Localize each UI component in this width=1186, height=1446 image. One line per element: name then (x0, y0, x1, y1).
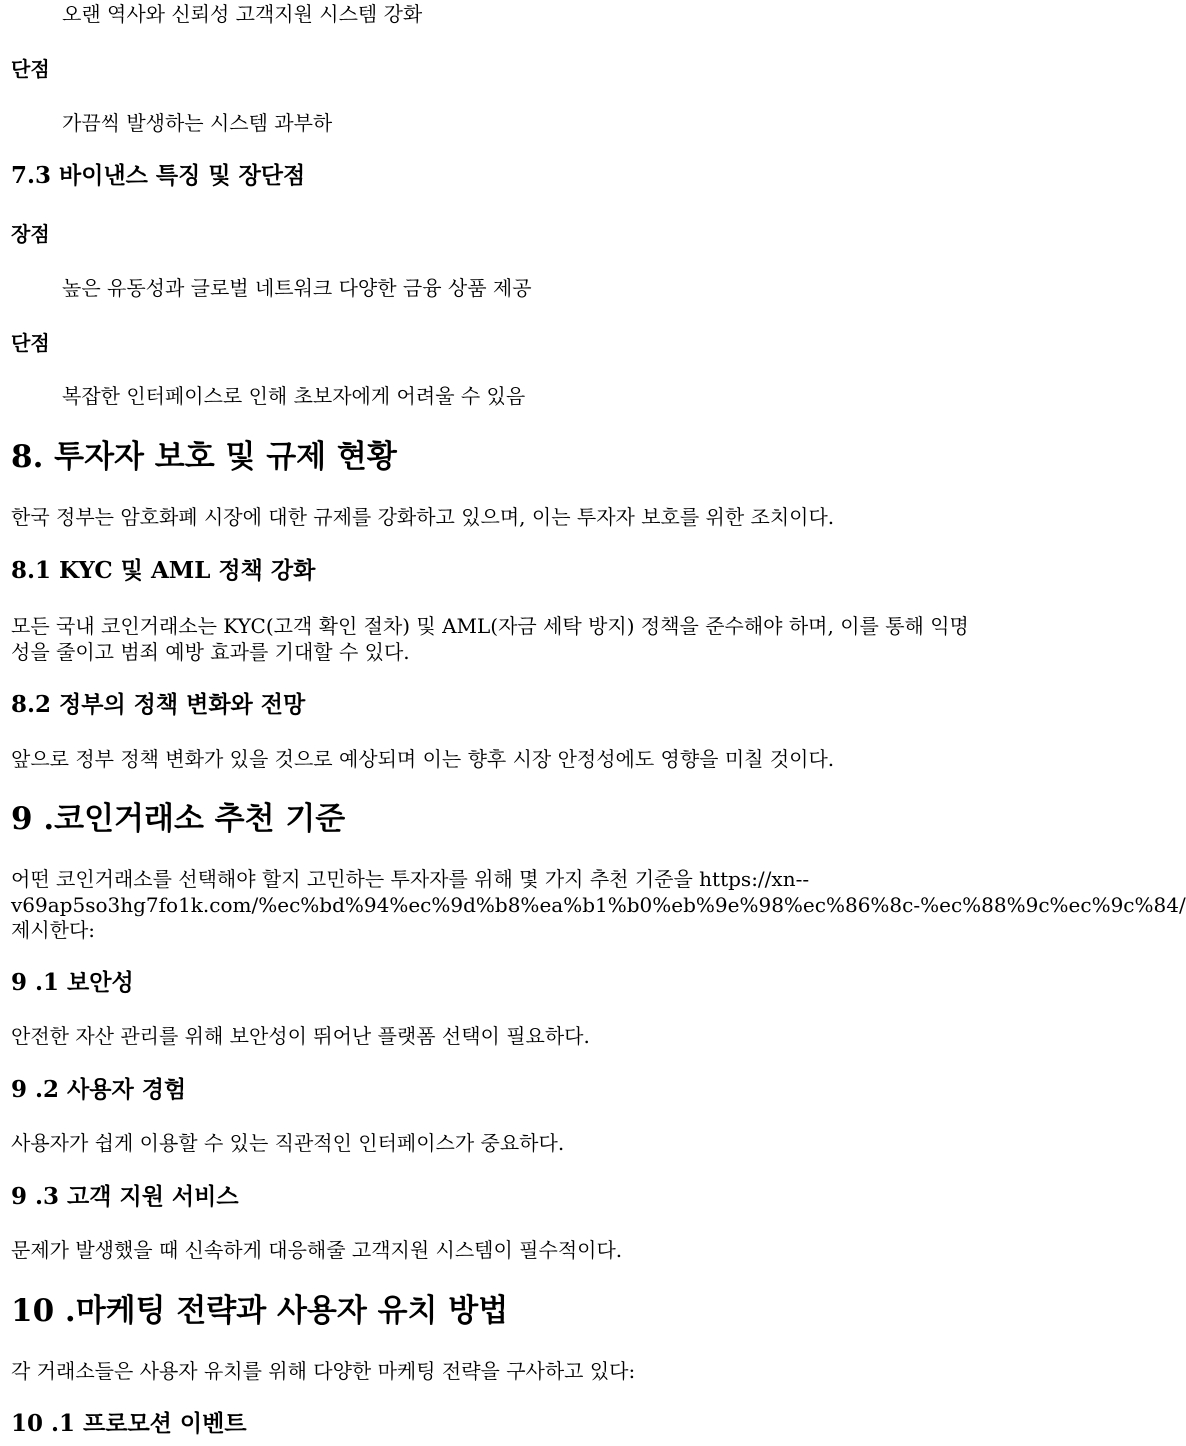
section9-intro-line1 (11, 866, 809, 892)
policy-text: 앞으로 정부 정책 변화가 있을 것으로 예상되며 이는 향후 시장 안정성에도 영향을 미칠 것이다. (11, 747, 835, 771)
support-heading: 9 .3 고객 지원 서비스 (11, 1183, 239, 1210)
kyc-aml-text-line2: 성을 줄이고 범죄 예방 효과를 기대할 수 있다. (11, 640, 410, 664)
binance-strength-text: 높은 유동성과 글로벌 네트워크 다양한 금융 상품 제공 (62, 276, 532, 300)
exchange-ranking-link-part2[interactable]: v69ap5so3hg7fo1k.com/%ec%bd%94%ec%9d%b8%ea%b1%b0%eb%9e%98%ec%86%8c-%ec%88%9c%ec%9c%84/ (11, 893, 1186, 917)
security-text: 안전한 자산 관리를 위해 보안성이 뛰어난 플랫폼 선택이 필요하다. (11, 1024, 590, 1048)
section10-intro: 각 거래소들은 사용자 유치를 위해 다양한 마케팅 전략을 구사하고 있다: (11, 1359, 636, 1383)
ux-heading: 9 .2 사용자 경험 (11, 1076, 187, 1103)
policy-heading: 8.2 정부의 정책 변화와 전망 (11, 691, 306, 718)
binance-weakness-label: 단점 (11, 331, 50, 355)
section9-intro-line3: 제시한다: (11, 918, 96, 942)
kyc-aml-text-line1: 모든 국내 코인거래소는 KYC(고객 확인 절차) 및 AML(자금 세탁 방지) 정책을 준수해야 하며, 이를 통해 익명 (11, 614, 969, 638)
upbit-weakness-label: 단점 (11, 57, 50, 81)
ux-text: 사용자가 쉽게 이용할 수 있는 직관적인 인터페이스가 중요하다. (11, 1131, 565, 1155)
section10-heading: 10 .마케팅 전략과 사용자 유치 방법 (11, 1293, 509, 1329)
binance-strength-label: 장점 (11, 222, 50, 246)
binance-heading: 7.3 바이낸스 특징 및 장단점 (11, 162, 306, 189)
binance-weakness-text: 복잡한 인터페이스로 인해 초보자에게 어려울 수 있음 (62, 384, 526, 408)
section9-heading: 9 .코인거래소 추천 기준 (11, 801, 346, 837)
exchange-ranking-link-part1[interactable]: https://xn-- (699, 867, 810, 891)
section8-heading: 8. 투자자 보호 및 규제 현황 (11, 439, 397, 475)
section8-intro: 한국 정부는 암호화폐 시장에 대한 규제를 강화하고 있으며, 이는 투자자 보호를 위한 조치이다. (11, 505, 835, 529)
section9-intro-text: 어떤 코인거래소를 선택해야 할지 고민하는 투자자를 위해 몇 가지 추천 기준을 (11, 867, 700, 891)
kyc-aml-heading: 8.1 KYC 및 AML 정책 강화 (11, 557, 316, 584)
promo-heading: 10 .1 프로모션 이벤트 (11, 1410, 247, 1437)
security-heading: 9 .1 보안성 (11, 969, 134, 996)
support-text: 문제가 발생했을 때 신속하게 대응해줄 고객지원 시스템이 필수적이다. (11, 1238, 623, 1262)
upbit-weakness-text: 가끔씩 발생하는 시스템 과부하 (62, 111, 333, 135)
upbit-strength-text: 오랜 역사와 신뢰성 고객지원 시스템 강화 (62, 2, 423, 26)
